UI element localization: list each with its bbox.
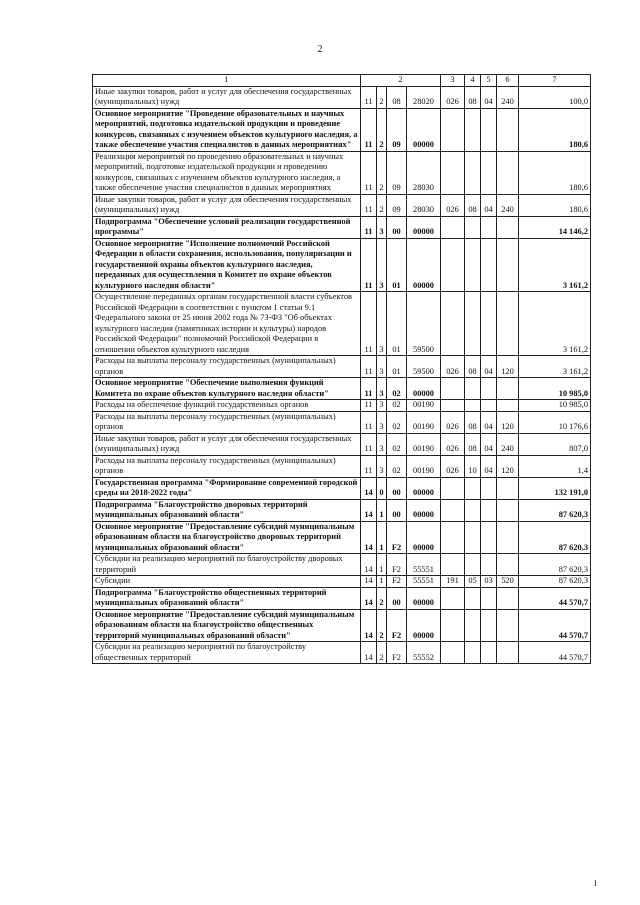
row-amount: 87 620,3 bbox=[519, 521, 591, 554]
code-subsection bbox=[481, 238, 497, 292]
row-name: Государственная программа "Формирование современной городской среды на 2018-2022 годы" bbox=[93, 477, 361, 499]
code-subprogram: 0 bbox=[377, 477, 387, 499]
row-name: Иные закупки товаров, работ и услуг для обеспечения государственных (муниципальных) нужд bbox=[93, 433, 361, 455]
code-subprogram: 2 bbox=[377, 194, 387, 216]
row-amount: 14 146,2 bbox=[519, 216, 591, 238]
code-program: 14 bbox=[361, 587, 377, 609]
code-subsection bbox=[481, 609, 497, 642]
table-row bbox=[93, 378, 591, 400]
code-program: 11 bbox=[361, 194, 377, 216]
row-name: Субсидии bbox=[93, 576, 361, 588]
code-subsection bbox=[481, 554, 497, 576]
row-name: Основное мероприятие "Предоставление субсидий муниципальным образованиям области на благоустройство общественных территорий муниципальных образований области" bbox=[93, 609, 361, 642]
budget-table bbox=[92, 74, 591, 664]
code-direction: 59500 bbox=[407, 292, 441, 356]
code-event: 00 bbox=[387, 499, 407, 521]
code-ministry: 026 bbox=[441, 411, 465, 433]
code-section: 08 bbox=[465, 86, 481, 108]
code-direction: 28030 bbox=[407, 194, 441, 216]
code-subprogram: 3 bbox=[377, 455, 387, 477]
code-expense-type bbox=[497, 499, 519, 521]
code-subsection: 04 bbox=[481, 433, 497, 455]
header-cell-1: 1 bbox=[93, 75, 361, 87]
code-event: 09 bbox=[387, 194, 407, 216]
code-program: 11 bbox=[361, 411, 377, 433]
table-row bbox=[93, 292, 591, 356]
code-program: 11 bbox=[361, 356, 377, 378]
code-ministry: 026 bbox=[441, 455, 465, 477]
row-amount: 44 570,7 bbox=[519, 642, 591, 664]
table-row bbox=[93, 400, 591, 412]
code-direction: 00000 bbox=[407, 587, 441, 609]
table-row bbox=[93, 587, 591, 609]
table-row bbox=[93, 455, 591, 477]
code-expense-type bbox=[497, 238, 519, 292]
row-amount: 87 620,3 bbox=[519, 576, 591, 588]
code-ministry: 026 bbox=[441, 356, 465, 378]
code-direction: 28030 bbox=[407, 151, 441, 194]
code-event: 02 bbox=[387, 400, 407, 412]
code-subsection: 04 bbox=[481, 455, 497, 477]
code-subsection bbox=[481, 151, 497, 194]
code-ministry bbox=[441, 609, 465, 642]
code-program: 14 bbox=[361, 477, 377, 499]
code-section bbox=[465, 216, 481, 238]
row-amount: 1,4 bbox=[519, 455, 591, 477]
code-section bbox=[465, 587, 481, 609]
code-subprogram: 3 bbox=[377, 378, 387, 400]
code-event: 09 bbox=[387, 151, 407, 194]
code-program: 14 bbox=[361, 609, 377, 642]
code-subsection bbox=[481, 521, 497, 554]
row-amount: 132 191,0 bbox=[519, 477, 591, 499]
code-section bbox=[465, 609, 481, 642]
code-program: 11 bbox=[361, 108, 377, 151]
code-section bbox=[465, 554, 481, 576]
code-expense-type bbox=[497, 477, 519, 499]
row-name: Основное мероприятие "Исполнение полномочий Российской Федерации в области сохранения, использования, популяризации и государственной охраны объектов культурного наследия, переданных для осуществления в Комитет по охране объектов культурного наследия области" bbox=[93, 238, 361, 292]
code-event: 09 bbox=[387, 108, 407, 151]
code-ministry bbox=[441, 216, 465, 238]
code-subsection: 03 bbox=[481, 576, 497, 588]
code-direction: 00190 bbox=[407, 411, 441, 433]
code-ministry bbox=[441, 238, 465, 292]
code-section: 08 bbox=[465, 411, 481, 433]
code-subprogram: 3 bbox=[377, 356, 387, 378]
code-subsection: 04 bbox=[481, 86, 497, 108]
header-row bbox=[93, 75, 591, 87]
code-section bbox=[465, 378, 481, 400]
code-section: 05 bbox=[465, 576, 481, 588]
row-name: Реализация мероприятий по проведению образовательных и научных мероприятий, подготовке издательской продукции и проведению конкурсов, связанных с изучением объектов культурного наследия, а также обеспечение участия специалистов в данных мероприятиях bbox=[93, 151, 361, 194]
table-row bbox=[93, 411, 591, 433]
row-name: Расходы на выплаты персоналу государственных (муниципальных) органов bbox=[93, 411, 361, 433]
row-name: Субсидии на реализацию мероприятий по благоустройству общественных территорий bbox=[93, 642, 361, 664]
row-name: Субсидии на реализацию мероприятий по благоустройству дворовых территорий bbox=[93, 554, 361, 576]
code-direction: 28020 bbox=[407, 86, 441, 108]
code-section bbox=[465, 521, 481, 554]
code-section bbox=[465, 400, 481, 412]
code-direction: 00190 bbox=[407, 433, 441, 455]
code-section bbox=[465, 108, 481, 151]
code-ministry: 026 bbox=[441, 433, 465, 455]
code-section: 08 bbox=[465, 194, 481, 216]
code-direction: 55551 bbox=[407, 554, 441, 576]
row-amount: 3 161,2 bbox=[519, 238, 591, 292]
code-ministry bbox=[441, 108, 465, 151]
code-subprogram: 3 bbox=[377, 238, 387, 292]
code-expense-type: 120 bbox=[497, 356, 519, 378]
code-program: 11 bbox=[361, 238, 377, 292]
code-subprogram: 3 bbox=[377, 411, 387, 433]
code-subsection bbox=[481, 216, 497, 238]
code-direction: 00000 bbox=[407, 477, 441, 499]
code-event: F2 bbox=[387, 642, 407, 664]
code-program: 11 bbox=[361, 86, 377, 108]
code-section bbox=[465, 499, 481, 521]
code-ministry bbox=[441, 477, 465, 499]
header-cell-2: 2 bbox=[361, 75, 441, 87]
code-ministry bbox=[441, 521, 465, 554]
code-ministry bbox=[441, 292, 465, 356]
code-expense-type: 120 bbox=[497, 411, 519, 433]
code-subprogram: 2 bbox=[377, 86, 387, 108]
row-amount: 44 570,7 bbox=[519, 609, 591, 642]
code-event: 01 bbox=[387, 292, 407, 356]
code-subprogram: 2 bbox=[377, 642, 387, 664]
code-expense-type: 520 bbox=[497, 576, 519, 588]
table-row bbox=[93, 216, 591, 238]
table-row bbox=[93, 86, 591, 108]
page-number: 2 bbox=[317, 44, 323, 55]
code-expense-type bbox=[497, 587, 519, 609]
code-program: 14 bbox=[361, 521, 377, 554]
code-section bbox=[465, 642, 481, 664]
code-event: 00 bbox=[387, 216, 407, 238]
header-cell-3: 3 bbox=[441, 75, 465, 87]
code-section bbox=[465, 238, 481, 292]
code-ministry: 026 bbox=[441, 86, 465, 108]
row-amount: 100,0 bbox=[519, 86, 591, 108]
code-ministry: 191 bbox=[441, 576, 465, 588]
row-amount: 3 161,2 bbox=[519, 356, 591, 378]
code-subprogram: 2 bbox=[377, 587, 387, 609]
row-amount: 87 620,3 bbox=[519, 499, 591, 521]
code-subsection: 04 bbox=[481, 411, 497, 433]
code-program: 11 bbox=[361, 455, 377, 477]
code-subprogram: 2 bbox=[377, 151, 387, 194]
table-body bbox=[93, 86, 591, 664]
code-direction: 00000 bbox=[407, 609, 441, 642]
code-direction: 00000 bbox=[407, 499, 441, 521]
table-row bbox=[93, 433, 591, 455]
code-event: 02 bbox=[387, 433, 407, 455]
code-expense-type bbox=[497, 108, 519, 151]
code-event: 02 bbox=[387, 455, 407, 477]
code-section bbox=[465, 151, 481, 194]
code-direction: 00000 bbox=[407, 521, 441, 554]
row-name: Основное мероприятие "Проведение образовательных и научных мероприятий, подготовка издательской продукции и проведение конкурсов, связанных с изучением объектов культурного наследия, а также обеспечение участия специалистов в данных мероприятиях" bbox=[93, 108, 361, 151]
code-program: 11 bbox=[361, 292, 377, 356]
code-expense-type bbox=[497, 151, 519, 194]
row-name: Иные закупки товаров, работ и услуг для обеспечения государственных (муниципальных) нужд bbox=[93, 194, 361, 216]
row-name: Осуществление переданных органам государственной власти субъектов Российской Федерации в соответствии с пунктом 1 статьи 9.1 Федерального закона от 25 июня 2002 года № 73-ФЗ "Об объектах культурного наследия (памятниках истории и культуры) народов Российской Федерации" полномочий Российской Федерации в отношении объектов культурного наследия bbox=[93, 292, 361, 356]
row-amount: 10 176,6 bbox=[519, 411, 591, 433]
row-amount: 180,6 bbox=[519, 108, 591, 151]
code-section bbox=[465, 477, 481, 499]
row-name: Подпрограмма "Благоустройство общественных территорий муниципальных образований области" bbox=[93, 587, 361, 609]
row-name: Иные закупки товаров, работ и услуг для обеспечения государственных (муниципальных) нужд bbox=[93, 86, 361, 108]
code-program: 11 bbox=[361, 433, 377, 455]
code-program: 14 bbox=[361, 642, 377, 664]
row-name: Подпрограмма "Обеспечение условий реализации государственной программы" bbox=[93, 216, 361, 238]
table-row bbox=[93, 499, 591, 521]
header-cell-7: 7 bbox=[519, 75, 591, 87]
table-row bbox=[93, 356, 591, 378]
code-expense-type: 240 bbox=[497, 86, 519, 108]
code-subsection bbox=[481, 378, 497, 400]
code-section: 10 bbox=[465, 455, 481, 477]
table-row bbox=[93, 108, 591, 151]
code-event: 02 bbox=[387, 378, 407, 400]
code-subprogram: 1 bbox=[377, 576, 387, 588]
code-event: F2 bbox=[387, 521, 407, 554]
code-subsection bbox=[481, 499, 497, 521]
code-section bbox=[465, 292, 481, 356]
code-expense-type: 240 bbox=[497, 194, 519, 216]
table-row bbox=[93, 642, 591, 664]
header-cell-4: 4 bbox=[465, 75, 481, 87]
code-direction: 00000 bbox=[407, 238, 441, 292]
code-event: 01 bbox=[387, 238, 407, 292]
table-row bbox=[93, 554, 591, 576]
table-row bbox=[93, 477, 591, 499]
code-program: 11 bbox=[361, 216, 377, 238]
code-event: 08 bbox=[387, 86, 407, 108]
code-subsection: 04 bbox=[481, 194, 497, 216]
row-amount: 3 161,2 bbox=[519, 292, 591, 356]
code-subsection: 04 bbox=[481, 356, 497, 378]
row-amount: 44 570,7 bbox=[519, 587, 591, 609]
code-subsection bbox=[481, 642, 497, 664]
code-subprogram: 1 bbox=[377, 554, 387, 576]
code-ministry bbox=[441, 499, 465, 521]
row-amount: 180,6 bbox=[519, 194, 591, 216]
row-amount: 180,6 bbox=[519, 151, 591, 194]
header-cell-5: 5 bbox=[481, 75, 497, 87]
code-event: 02 bbox=[387, 411, 407, 433]
row-name: Основное мероприятие "Обеспечение выполнения функций Комитета по охране объектов культурного наследия области" bbox=[93, 378, 361, 400]
code-direction: 55551 bbox=[407, 576, 441, 588]
code-event: F2 bbox=[387, 609, 407, 642]
table-row bbox=[93, 194, 591, 216]
code-direction: 00190 bbox=[407, 455, 441, 477]
code-subprogram: 3 bbox=[377, 400, 387, 412]
code-program: 14 bbox=[361, 554, 377, 576]
code-direction: 00190 bbox=[407, 400, 441, 412]
code-program: 11 bbox=[361, 151, 377, 194]
row-amount: 10 985,0 bbox=[519, 378, 591, 400]
table-row bbox=[93, 609, 591, 642]
row-name: Расходы на выплаты персоналу государственных (муниципальных) органов bbox=[93, 455, 361, 477]
code-ministry bbox=[441, 587, 465, 609]
code-expense-type bbox=[497, 400, 519, 412]
row-amount: 10 985,0 bbox=[519, 400, 591, 412]
code-direction: 55552 bbox=[407, 642, 441, 664]
header-cell-6: 6 bbox=[497, 75, 519, 87]
code-section: 08 bbox=[465, 356, 481, 378]
code-subsection bbox=[481, 477, 497, 499]
code-expense-type: 120 bbox=[497, 455, 519, 477]
row-name: Расходы на обеспечение функций государственных органов bbox=[93, 400, 361, 412]
code-expense-type bbox=[497, 642, 519, 664]
table-row bbox=[93, 521, 591, 554]
code-subprogram: 1 bbox=[377, 521, 387, 554]
code-event: 00 bbox=[387, 477, 407, 499]
code-expense-type: 240 bbox=[497, 433, 519, 455]
code-program: 11 bbox=[361, 378, 377, 400]
code-event: 01 bbox=[387, 356, 407, 378]
row-amount: 807,0 bbox=[519, 433, 591, 455]
code-ministry bbox=[441, 378, 465, 400]
table-row bbox=[93, 151, 591, 194]
code-subsection bbox=[481, 400, 497, 412]
code-subprogram: 2 bbox=[377, 108, 387, 151]
code-ministry bbox=[441, 151, 465, 194]
code-subsection bbox=[481, 292, 497, 356]
corner-mark: I bbox=[594, 879, 597, 888]
code-subprogram: 3 bbox=[377, 292, 387, 356]
row-name: Подпрограмма "Благоустройство дворовых территорий муниципальных образований области" bbox=[93, 499, 361, 521]
code-subprogram: 2 bbox=[377, 609, 387, 642]
code-expense-type bbox=[497, 216, 519, 238]
row-name: Расходы на выплаты персоналу государственных (муниципальных) органов bbox=[93, 356, 361, 378]
table-row bbox=[93, 238, 591, 292]
code-subprogram: 1 bbox=[377, 499, 387, 521]
code-section: 08 bbox=[465, 433, 481, 455]
code-program: 11 bbox=[361, 400, 377, 412]
code-ministry bbox=[441, 400, 465, 412]
code-subprogram: 3 bbox=[377, 216, 387, 238]
row-amount: 87 620,3 bbox=[519, 554, 591, 576]
code-expense-type bbox=[497, 521, 519, 554]
code-event: 00 bbox=[387, 587, 407, 609]
code-direction: 00000 bbox=[407, 108, 441, 151]
code-event: F2 bbox=[387, 554, 407, 576]
code-ministry bbox=[441, 554, 465, 576]
code-direction: 00000 bbox=[407, 216, 441, 238]
code-subsection bbox=[481, 587, 497, 609]
code-subsection bbox=[481, 108, 497, 151]
row-name: Основное мероприятие "Предоставление субсидий муниципальным образованиям области на благоустройство дворовых территорий муниципальных образований области" bbox=[93, 521, 361, 554]
code-expense-type bbox=[497, 554, 519, 576]
code-expense-type bbox=[497, 292, 519, 356]
code-ministry bbox=[441, 642, 465, 664]
code-direction: 00000 bbox=[407, 378, 441, 400]
code-program: 14 bbox=[361, 499, 377, 521]
code-direction: 59500 bbox=[407, 356, 441, 378]
code-ministry: 026 bbox=[441, 194, 465, 216]
code-subprogram: 3 bbox=[377, 433, 387, 455]
code-expense-type bbox=[497, 378, 519, 400]
code-program: 14 bbox=[361, 576, 377, 588]
code-expense-type bbox=[497, 609, 519, 642]
table-row bbox=[93, 576, 591, 588]
code-event: F2 bbox=[387, 576, 407, 588]
